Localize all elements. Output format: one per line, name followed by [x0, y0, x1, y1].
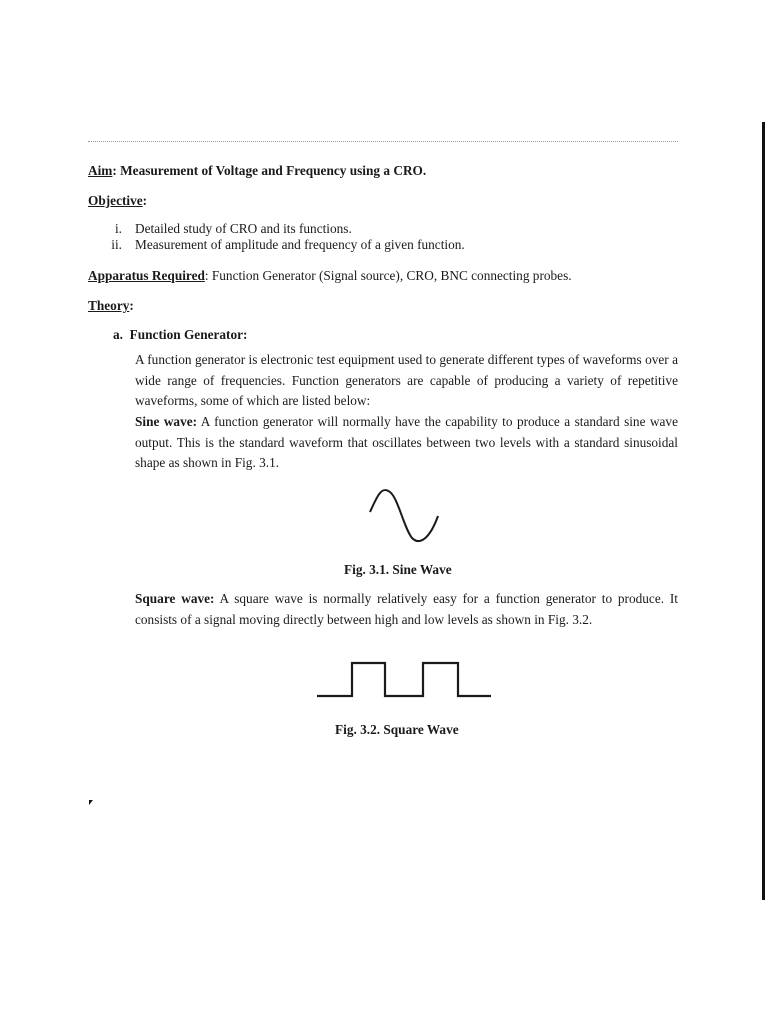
apparatus-line: [88, 268, 572, 284]
square-wave-trace: [317, 663, 491, 696]
theory-heading: Theory:: [88, 298, 134, 313]
aim-line: [88, 163, 426, 179]
square-wave-text: A square wave is normally relatively easy for a function generator to produce. It consists of a signal moving directly between high and low levels as shown in Fig. 3.2.: [135, 591, 678, 627]
sine-wave-paragraph: [135, 412, 678, 474]
apparatus-text: : Function Generator (Signal source), CRO, BNC connecting probes.: [204, 268, 572, 283]
sine-wave-label: Sine wave:: [135, 414, 198, 429]
aim-text: : Measurement of Voltage and Frequency using a CRO.: [112, 163, 427, 178]
scan-edge-bar: [762, 122, 765, 900]
section-a-heading: [113, 327, 247, 343]
objective-label: Objective: [88, 193, 143, 208]
sine-wave-curve: [370, 490, 438, 541]
objective-item-2-marker: ii.: [111, 237, 122, 252]
top-divider: [88, 141, 678, 142]
apparatus-label: Apparatus Required: [88, 268, 205, 283]
function-generator-paragraph: A function generator is electronic test equipment used to generate different types of waveforms over a wide range of frequencies. Function generators are capable of producing a variety of repetitive waveforms, some of which are listed below:: [135, 352, 678, 408]
objective-item-1-marker: i.: [114, 221, 122, 236]
objective-item-1: Detailed study of CRO and its functions.: [135, 221, 352, 236]
section-a-marker: a.: [113, 327, 123, 342]
square-wave-caption: Fig. 3.2. Square Wave: [335, 722, 459, 737]
section-a-title: Function Generator:: [129, 327, 248, 342]
objective-heading: Objective:: [88, 193, 148, 208]
square-wave-label: Square wave:: [135, 591, 215, 606]
objective-item-2: Measurement of amplitude and frequency of a given function.: [135, 237, 465, 252]
scan-corner-mark: [89, 800, 93, 805]
sine-wave-text: A function generator will normally have the capability to produce a standard sine wave output. This is the standard waveform that oscillates between two levels with a standard sinusoidal shape as shown in Fig. 3.1.: [135, 414, 678, 470]
square-wave-figure: [315, 660, 495, 700]
aim-label: Aim: [88, 163, 113, 178]
square-wave-paragraph: [135, 589, 678, 630]
sine-wave-caption: Fig. 3.1. Sine Wave: [344, 562, 452, 577]
theory-label: Theory: [88, 298, 130, 313]
sine-wave-figure: [366, 488, 446, 548]
